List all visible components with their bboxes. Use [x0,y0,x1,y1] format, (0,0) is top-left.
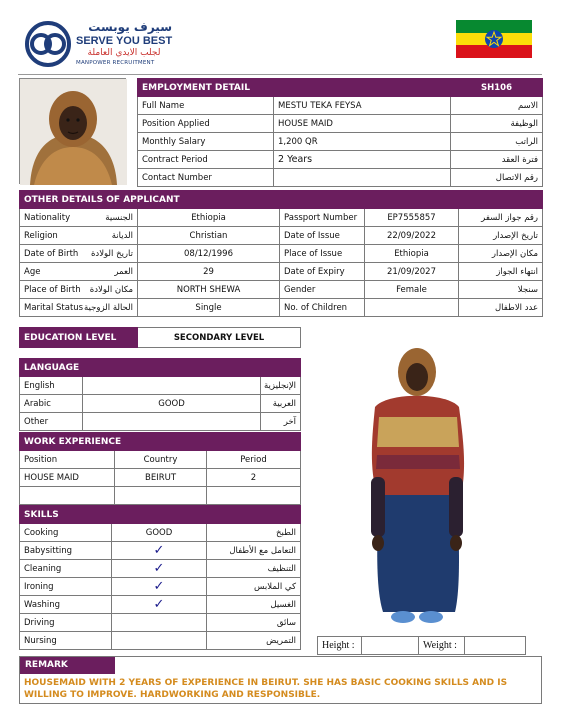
company-logo [24,20,174,70]
employment-detail-table [137,78,543,187]
field-label: Date of Birth [20,245,76,263]
logo-name: SERVE YOU BEST [76,35,173,47]
language-label-ar: العربية [261,395,301,413]
work-period-value [207,487,301,505]
language-title: LANGUAGE [20,359,301,377]
logo-sub: MANPOWER RECRUITMENT [76,60,155,66]
weight-value [465,637,526,655]
work-country-value [115,487,207,505]
field-label-ar: الوظيفة [451,115,543,133]
language-label: English [20,377,83,395]
work-header-period: Period [207,451,301,469]
field-label: Gender [280,281,365,299]
field-label-ar: سنجلا [459,281,543,299]
other-language-value [83,413,261,431]
work-period-value: 2 [207,469,301,487]
remark-title: REMARK [20,657,115,674]
field-label: Date of Issue [280,227,365,245]
other-details-title: OTHER DETAILS OF APPLICANT [20,191,543,209]
field-label-ar: مكان الإصدار [459,245,543,263]
applicant-full-body-photo [317,337,517,627]
marital-status-value: Single [138,299,280,317]
remark-section [19,656,542,704]
check-mark-icon: ✓ [153,543,165,558]
field-label-ar: تاريخ الولادة [76,245,138,263]
field-label: Position Applied [138,115,274,133]
field-label-ar: الاسم [451,97,543,115]
height-value [362,637,419,655]
field-label: Nationality [20,209,76,227]
gender-value: Female [365,281,459,299]
ethiopia-flag [456,20,532,58]
language-label-ar: الإنجليزية [261,377,301,395]
driving-level-value [112,614,207,632]
skill-label-ar: الطبخ [207,524,301,542]
field-label: Date of Expiry [280,263,365,281]
field-label: Age [20,263,76,281]
skill-label-ar: التعامل مع الأطفال [207,542,301,560]
skill-label-ar: الغسيل [207,596,301,614]
position-applied-value: HOUSE MAID [274,115,451,133]
nursing-level-value [112,632,207,650]
employment-code: SH106 [451,79,543,97]
logo-mark-icon [24,20,72,68]
field-label-ar: رقم الاتصال [451,169,543,187]
skills-title: SKILLS [20,506,301,524]
no-of-children-value [365,299,459,317]
education-level-title: EDUCATION LEVEL [20,328,138,348]
work-position-value [20,487,115,505]
language-label-ar: آخر [261,413,301,431]
field-label-ar: الديانة [76,227,138,245]
field-label-ar: مكان الولادة [76,281,138,299]
weight-label: Weight : [419,637,465,655]
field-label-ar: العمر [76,263,138,281]
contract-period-value: 2 Years [274,151,451,169]
header-divider [18,74,542,75]
field-label: Monthly Salary [138,133,274,151]
field-label: Religion [20,227,76,245]
religion-value: Christian [138,227,280,245]
measurements-table [317,636,526,655]
field-label-ar: رقم جواز السفر [459,209,543,227]
logo-arabic: سيرف يوبست [88,20,172,34]
place-of-birth-value: NORTH SHEWA [138,281,280,299]
work-experience-table [19,432,301,505]
skills-table [19,505,301,650]
education-level-value: SECONDARY LEVEL [138,328,301,348]
passport-number-value: EP7555857 [365,209,459,227]
field-label-ar: الجنسية [76,209,138,227]
monthly-salary-value: 1,200 QR [274,133,451,151]
field-label: Full Name [138,97,274,115]
field-label: Place of Issue [280,245,365,263]
cooking-level-value: GOOD [112,524,207,542]
work-header-position: Position [20,451,115,469]
other-details-table [19,190,543,317]
applicant-portrait-photo [19,78,126,184]
skill-label: Cooking [20,524,112,542]
field-label: Place of Birth [20,281,76,299]
logo-arabic-sub: لجلب الايدي العاملة [87,48,161,58]
field-label-ar: انتهاء الجواز [459,263,543,281]
field-label-ar: تاريخ الإصدار [459,227,543,245]
employment-detail-title: EMPLOYMENT DETAIL [138,79,451,97]
work-header-country: Country [115,451,207,469]
field-label: Passport Number [280,209,365,227]
skill-label-ar: التنظيف [207,560,301,578]
skill-label: Driving [20,614,112,632]
flag-emblem-icon [484,29,504,49]
skill-label: Nursing [20,632,112,650]
contact-number-value [274,169,451,187]
field-label: Marital Status [20,299,76,317]
remark-text: HOUSEMAID WITH 2 YEARS OF EXPERIENCE IN BEIRUT. SHE HAS BASIC COOKING SKILLS AND IS WILLING TO IMPROVE. HARDWORKING AND RESPONSIBLE. [24,678,508,700]
language-label: Other [20,413,83,431]
skill-label: Cleaning [20,560,112,578]
work-position-value: HOUSE MAID [20,469,115,487]
skill-label-ar: كي الملابس [207,578,301,596]
date-of-birth-value: 08/12/1996 [138,245,280,263]
work-country-value: BEIRUT [115,469,207,487]
check-mark-icon: ✓ [153,561,165,576]
work-experience-title: WORK EXPERIENCE [20,433,301,451]
english-level-value [83,377,261,395]
language-label: Arabic [20,395,83,413]
date-of-issue-value: 22/09/2022 [365,227,459,245]
skill-label-ar: التمريض [207,632,301,650]
full-name-value: MESTU TEKA FEYSA [274,97,451,115]
date-of-expiry-value: 21/09/2027 [365,263,459,281]
field-label-ar: الراتب [451,133,543,151]
check-mark-icon: ✓ [153,597,165,612]
place-of-issue-value: Ethiopia [365,245,459,263]
field-label: Contract Period [138,151,274,169]
table-row [20,469,301,487]
height-label: Height : [318,637,362,655]
field-label-ar: فترة العقد [451,151,543,169]
arabic-level-value: GOOD [83,395,261,413]
field-label-ar: الحالة الزوجية [76,299,138,317]
skill-label: Washing [20,596,112,614]
check-mark-icon: ✓ [153,579,165,594]
language-table [19,358,301,431]
table-row [20,487,301,505]
skill-label-ar: سائق [207,614,301,632]
age-value: 29 [138,263,280,281]
field-label: Contact Number [138,169,274,187]
field-label: No. of Children [280,299,365,317]
skill-label: Ironing [20,578,112,596]
field-label-ar: عدد الاطفال [459,299,543,317]
nationality-value: Ethiopia [138,209,280,227]
skill-label: Babysitting [20,542,112,560]
education-level-table [19,327,301,348]
